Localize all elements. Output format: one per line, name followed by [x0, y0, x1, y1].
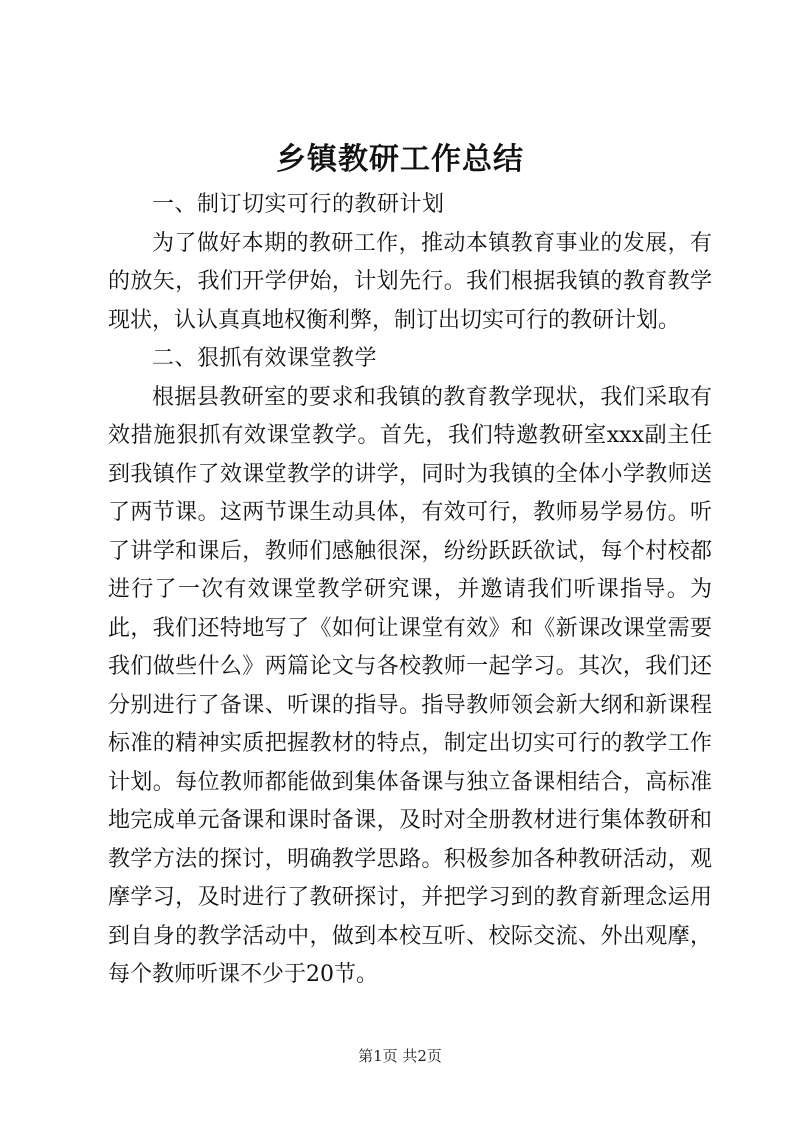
section-paragraph-1: 为了做好本期的教研工作，推动本镇教育事业的发展，有的放矢，我们开学伊始，计划先行。我们根据我镇的教育教学现状，认认真真地权衡利弊，制订出切实可行的教研计划。	[108, 230, 712, 333]
document-title: 乡镇教研工作总结	[276, 142, 524, 177]
section-heading-2: 二、狠抓有效课堂教学	[152, 346, 378, 371]
page-number-footer: 第1页 共2页	[358, 1047, 442, 1065]
document-body	[108, 186, 712, 995]
section-paragraph-2: 根据县教研室的要求和我镇的教育教学现状，我们采取有效措施狠抓有效课堂教学。首先，我们特邀教研室xxx副主任到我镇作了效课堂教学的讲学，同时为我镇的全体小学教师送了两节课。这两节课生动具体，有效可行，教师易学易仿。听了讲学和课后，教师们感触很深，纷纷跃跃欲试，每个村校都进行了一次有效课堂教学研究课，并邀请我们听课指导。为此，我们还特地写了《如何让课堂有效》和《新课改课堂需要我们做些什么》两篇论文与各校教师一起学习。其次，我们还分别进行了备课、听课的指导。指导教师领会新大纲和新课程标准的精神实质把握教材的特点，制定出切实可行的教学工作计划。每位教师都能做到集体备课与独立备课相结合，高标准地完成单元备课和课时备课，及时对全册教材进行集体教研和教学方法的探讨，明确教学思路。积极参加各种教研活动，观摩学习，及时进行了教研探讨，并把学习到的教育新理念运用到自身的教学活动中，做到本校互听、校际交流、外出观摩，每个教师听课不少于20节。	[108, 384, 712, 987]
section-heading-1: 一、制订切实可行的教研计划	[152, 192, 445, 217]
